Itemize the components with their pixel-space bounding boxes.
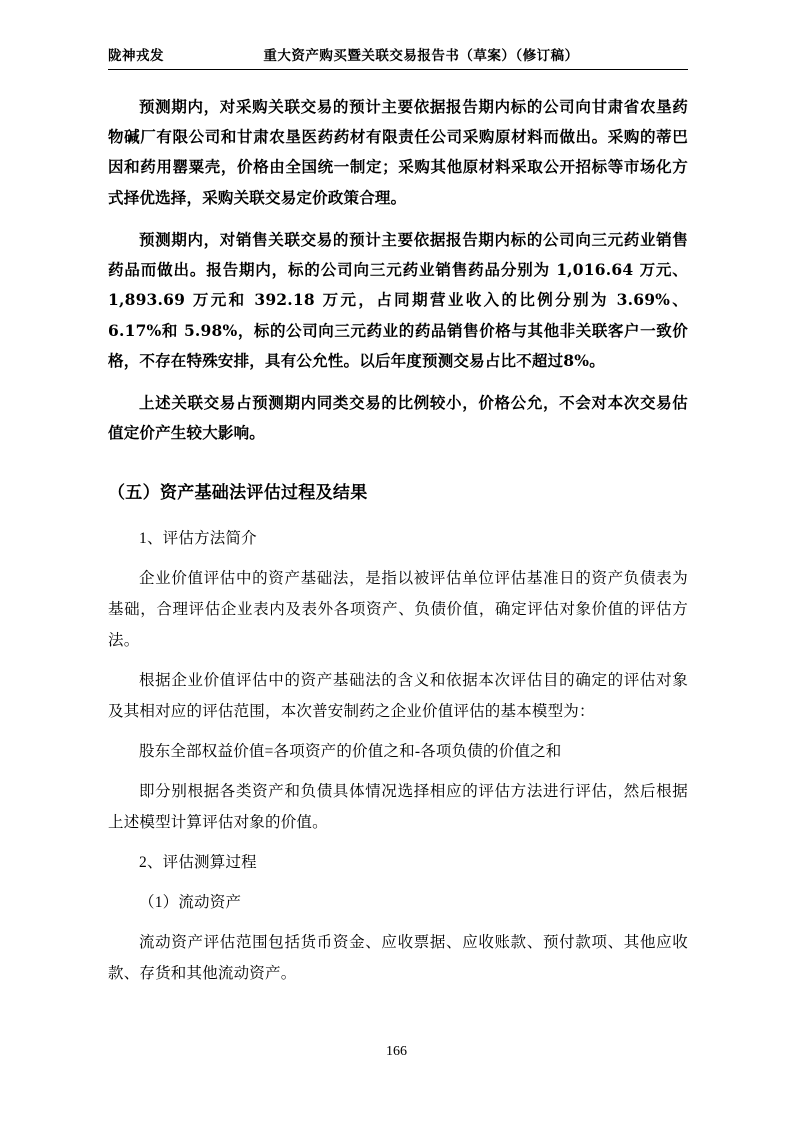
- header-company-name: 陇神戎发: [108, 48, 164, 64]
- section-heading-asset-based-approach: （五）资产基础法评估过程及结果: [108, 483, 368, 504]
- paragraph-current-assets-scope: 流动资产评估范围包括货币资金、应收票据、应收账款、预付款项、其他应收款、存货和其他流动资产。: [108, 934, 688, 983]
- header-document-title: 重大资产购买暨关联交易报告书（草案）（修订稿）: [263, 48, 579, 64]
- paragraph-method-intro-heading: 1、评估方法简介: [139, 530, 257, 548]
- paragraph-equity-value-formula: 股东全部权益价值=各项资产的价值之和-各项负债的价值之和: [139, 743, 562, 761]
- paragraph-sales-related-transactions: 预测期内，对销售关联交易的预计主要依据报告期内标的公司向三元药业销售药品而做出。报告期内，标的公司向三元药业销售药品分别为 1,016.64 万元、1,893.69 万元和 392.18 万元，占同期营业收入的比例分别为 3.69%、6.17%和 5.98%，标的公司向三元药业的药品销售价格与其他非关联客户一致价格，不存在特殊安排，具有公允性。以后年度预测交易占比不超过8%。: [108, 229, 688, 370]
- paragraph-current-assets-heading: （1）流动资产: [139, 894, 242, 912]
- paragraph-measurement-process-heading: 2、评估测算过程: [139, 854, 257, 872]
- header-divider: [108, 69, 688, 70]
- paragraph-method-selection: 即分别根据各类资产和负债具体情况选择相应的评估方法进行评估，然后根据上述模型计算评估对象的价值。: [108, 783, 688, 832]
- page-number: 166: [386, 1044, 407, 1059]
- paragraph-transaction-proportion-conclusion: 上述关联交易占预测期内同类交易的比例较小，价格公允，不会对本次交易估值定价产生较大影响。: [108, 392, 688, 443]
- paragraph-asset-based-definition: 企业价值评估中的资产基础法，是指以被评估单位评估基准日的资产负债表为基础，合理评估企业表内及表外各项资产、负债价值，确定评估对象价值的评估方法。: [108, 570, 688, 650]
- page-content: [108, 44, 688, 998]
- paragraph-procurement-related-transactions: 预测期内，对采购关联交易的预计主要依据报告期内标的公司向甘肃省农垦药物碱厂有限公司和甘肃农垦医药药材有限责任公司采购原材料而做出。采购的蒂巴因和药用罂粟壳，价格由全国统一制定；采购其他原材料采取公开招标等市场化方式择优选择，采购关联交易定价政策合理。: [108, 97, 688, 207]
- paragraph-valuation-model-basis: 根据企业价值评估中的资产基础法的含义和依据本次评估目的确定的评估对象及其相对应的评估范围，本次普安制药之企业价值评估的基本模型为：: [108, 672, 688, 721]
- page-header: [108, 44, 688, 69]
